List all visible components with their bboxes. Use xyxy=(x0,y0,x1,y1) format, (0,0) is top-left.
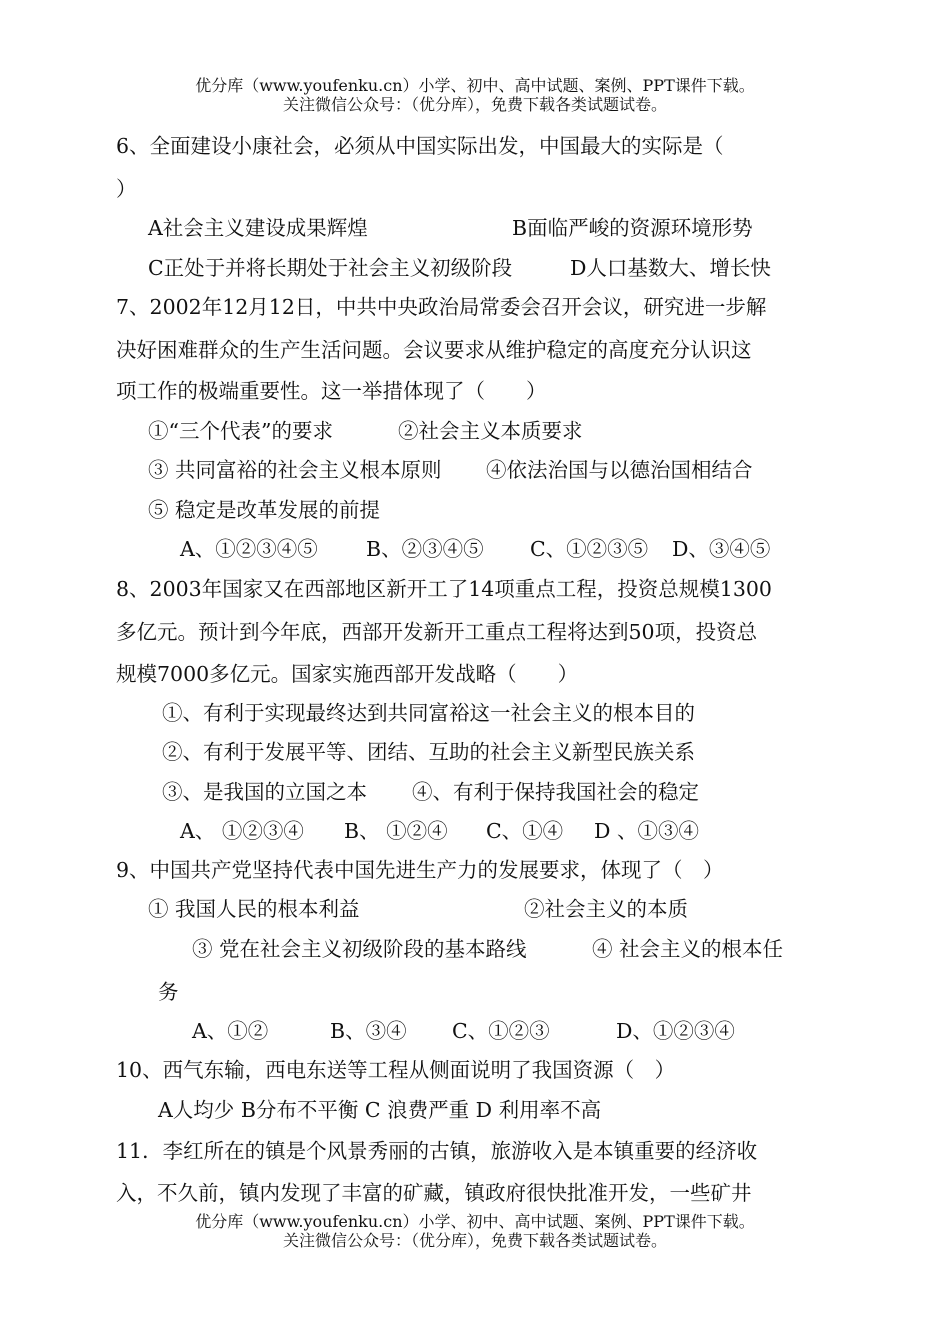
q6-option-c: C正处于并将长期处于社会主义初级阶段 xyxy=(148,256,513,280)
q7-item-2: ②社会主义本质要求 xyxy=(398,419,583,443)
q6-stem-line-2: ） xyxy=(116,177,137,201)
q8-option-d: D 、①③④ xyxy=(594,819,699,843)
q8-stem-line-3: 规模7000多亿元。国家实施西部开发战略（ ） xyxy=(116,662,579,686)
header-line-2: 关注微信公众号：（优分库），免费下载各类试题试卷。 xyxy=(282,95,667,114)
q11-stem-line-2: 入，不久前，镇内发现了丰富的矿藏，镇政府很快批准开发，一些矿井 xyxy=(116,1181,752,1205)
q10-stem-line-1: 10、西气东输，西电东送等工程从侧面说明了我国资源（ ） xyxy=(116,1058,676,1082)
q8-stem-line-1: 8、2003年国家又在西部地区新开工了14项重点工程，投资总规模1300 xyxy=(116,577,772,601)
q8-stem-line-2: 多亿元。预计到今年底，西部开发新开工重点工程将达到50项，投资总 xyxy=(116,620,758,644)
q9-option-b: B、③④ xyxy=(330,1019,407,1043)
q7-option-b: B、②③④⑤ xyxy=(366,537,484,561)
q6-option-d: D人口基数大、增长快 xyxy=(570,256,771,280)
q7-item-3: ③ 共同富裕的社会主义根本原则 xyxy=(148,458,442,482)
q8-option-b: B、 ①②④ xyxy=(344,819,448,843)
q6-option-b: B面临严峻的资源环境形势 xyxy=(512,216,753,240)
q9-stem-line-1: 9、中国共产党坚持代表中国先进生产力的发展要求，体现了（ ） xyxy=(116,858,724,882)
q7-item-4: ④依法治国与以德治国相结合 xyxy=(486,458,753,482)
q7-item-5: ⑤ 稳定是改革发展的前提 xyxy=(148,498,381,522)
q8-item-3: ③、是我国的立国之本 xyxy=(162,780,367,804)
q7-stem-line-3: 项工作的极端重要性。这一举措体现了（ ） xyxy=(116,379,547,403)
q8-option-a: A、 ①②③④ xyxy=(180,819,304,843)
q9-item-3: ③ 党在社会主义初级阶段的基本路线 xyxy=(192,937,527,961)
header-line-1: 优分库（www.youfenku.cn）小学、初中、高中试题、案例、PPT课件下载。 xyxy=(195,76,755,95)
footer-line-2: 关注微信公众号：（优分库），免费下载各类试题试卷。 xyxy=(282,1231,667,1250)
q8-item-4: ④、有利于保持我国社会的稳定 xyxy=(412,780,699,804)
q9-item-4-continued: 务 xyxy=(158,980,179,1004)
q9-item-1: ① 我国人民的根本利益 xyxy=(148,897,360,921)
q8-item-1: ①、有利于实现最终达到共同富裕这一社会主义的根本目的 xyxy=(162,701,695,725)
q7-option-a: A、①②③④⑤ xyxy=(180,537,318,561)
q8-item-2: ②、有利于发展平等、团结、互助的社会主义新型民族关系 xyxy=(162,740,695,764)
q7-item-1: ①“三个代表”的要求 xyxy=(148,419,333,443)
q9-option-a: A、①② xyxy=(192,1019,269,1043)
q6-option-a: A社会主义建设成果辉煌 xyxy=(148,216,368,240)
q11-stem-line-1: 11．李红所在的镇是个风景秀丽的古镇，旅游收入是本镇重要的经济收 xyxy=(116,1139,758,1163)
footer-line-1: 优分库（www.youfenku.cn）小学、初中、高中试题、案例、PPT课件下载。 xyxy=(195,1212,755,1231)
q9-option-d: D、①②③④ xyxy=(616,1019,735,1043)
q9-option-c: C、①②③ xyxy=(452,1019,550,1043)
q10-options: A人均少 B分布不平衡 C 浪费严重 D 利用率不高 xyxy=(158,1098,602,1122)
q9-item-4: ④ 社会主义的根本任 xyxy=(592,937,784,961)
page-header xyxy=(0,76,950,114)
q7-option-c: C、①②③⑤ xyxy=(530,537,649,561)
q9-item-2: ②社会主义的本质 xyxy=(524,897,688,921)
q7-stem-line-1: 7、2002年12月12日，中共中央政治局常委会召开会议，研究进一步解 xyxy=(116,295,767,319)
q7-option-d: D、③④⑤ xyxy=(672,537,771,561)
q7-stem-line-2: 决好困难群众的生产生活问题。会议要求从维护稳定的高度充分认识这 xyxy=(116,338,752,362)
q8-option-c: C、①④ xyxy=(486,819,564,843)
q6-stem-line-1: 6、全面建设小康社会，必须从中国实际出发，中国最大的实际是（ xyxy=(116,134,724,158)
page-footer xyxy=(0,1212,950,1250)
